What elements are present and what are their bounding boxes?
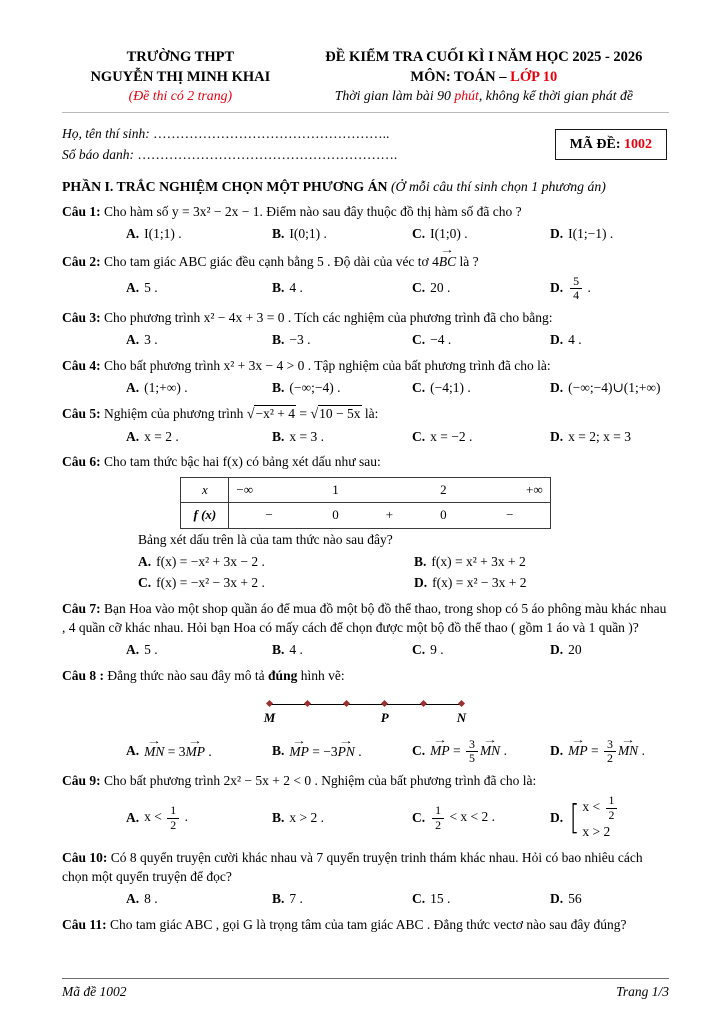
footer-page-number: Trang 1/3 (616, 984, 669, 1000)
question-3-options (62, 331, 669, 350)
option-d: D. f(x) = x² − 3x + 2 (414, 575, 527, 591)
option-a: A. MN → = 3MP → . (126, 741, 272, 762)
question-10-line (62, 849, 669, 887)
school-name-line2: NGUYỄN THỊ MINH KHAI (90, 68, 271, 85)
student-id-label: Số báo danh: (62, 146, 138, 162)
question-6-line (62, 453, 669, 472)
question-text-pre: Đẳng thức nào sau đây mô tả (107, 668, 269, 683)
question-text: Cho bất phương trình x² + 3x − 4 > 0 . Tập nghiệm của bất phương trình đã cho là: (104, 357, 551, 373)
student-info-row (62, 123, 669, 167)
segment-line (270, 704, 462, 705)
question-1-line (62, 203, 669, 222)
question-9 (62, 772, 669, 841)
question-5 (62, 405, 669, 447)
question-label: Câu 11: (62, 916, 107, 932)
question-label: Câu 1: (62, 203, 101, 219)
question-2-options (62, 275, 669, 303)
option-b: B. (−∞;−4) . (272, 379, 341, 395)
segment-dot (458, 700, 465, 707)
question-text: Có 8 quyển truyện cười khác nhau và 7 quyển truyện trinh thám khác nhau. Hỏi có bao nhiêu cách chọn một quyển truyện để đọc? (62, 849, 643, 884)
option-c: C. 15 . (412, 890, 451, 906)
question-text: Cho tam giác ABC giác đều cạnh bằng 5 . Độ dài của véc tơ 4BC → là ? (104, 254, 479, 269)
option-a: A. 8 . (126, 890, 158, 906)
question-7 (62, 600, 669, 660)
point-label-n: N (456, 709, 467, 725)
option-d: D. 20 (550, 642, 582, 658)
option-b: B. 4 . (272, 279, 303, 295)
q8-segment-figure (263, 694, 467, 730)
question-2 (62, 251, 669, 302)
time-red: phút (454, 88, 479, 104)
segment-dot (304, 700, 311, 707)
option-a: A. 3 . (126, 332, 158, 347)
footer-exam-code: Mã đề 1002 (62, 984, 127, 1000)
question-text: Cho tam giác ABC , gọi G là trọng tâm của tam giác ABC . Đẳng thức vectơ nào sau đây đúng? (110, 916, 627, 932)
question-text-bold: đúng (268, 668, 298, 683)
option-b: B. MP → = −3PN → . (272, 741, 412, 762)
question-1 (62, 203, 669, 244)
question-label: Câu 5: (62, 405, 101, 421)
question-3 (62, 309, 669, 350)
header-school-block (62, 48, 299, 106)
time-pre: Thời gian làm bài 90 (334, 88, 455, 104)
question-label: Câu 7: (62, 601, 101, 617)
question-label: Câu 8 : (62, 668, 105, 683)
segment-dot (420, 700, 427, 707)
student-name-dots: …………………………………………….. (153, 125, 390, 141)
sign-table: x −∞ 1 2 +∞ f (x) − 0 + 0 − (180, 477, 550, 528)
option-d: D. 4 . (550, 332, 582, 347)
option-c: C. −4 . (412, 332, 452, 347)
question-8-line (62, 667, 669, 686)
subject-line (299, 68, 669, 88)
option-c: C. I(1;0) . (412, 225, 468, 241)
question-3-line (62, 309, 669, 328)
sign-table-x-label: x (181, 478, 229, 503)
option-a: A. 5 . (126, 642, 158, 658)
question-9-options (62, 794, 669, 841)
sign-table-fx-label: f (x) (181, 503, 229, 528)
option-b: B. x = 3 . (272, 428, 325, 444)
question-1-options (62, 225, 669, 244)
question-6-options (62, 553, 669, 594)
option-d: D. I(1;−1) . (550, 225, 614, 241)
exam-title: ĐỀ KIỂM TRA CUỐI KÌ I NĂM HỌC 2025 - 2026 (325, 49, 643, 65)
option-b: B. x > 2 . (272, 809, 325, 825)
part1-heading-bold: PHẦN I. TRẮC NGHIỆM CHỌN MỘT PHƯƠNG ÁN (62, 178, 388, 194)
header-title-block (299, 48, 669, 106)
question-10 (62, 849, 669, 909)
point-label-p: P (380, 709, 389, 725)
question-4-options (62, 379, 669, 398)
page-footer (62, 978, 669, 1002)
question-label: Câu 4: (62, 357, 101, 373)
question-4 (62, 357, 669, 398)
part1-heading (62, 177, 669, 196)
option-d: D. 56 (550, 890, 582, 906)
option-b: B. 4 . (272, 642, 303, 658)
option-b: B. 7 . (272, 890, 303, 906)
option-a: A. 5 . (126, 279, 158, 295)
question-text: Cho tam thức bậc hai f(x) có bảng xét dấu như sau: (104, 454, 381, 470)
exam-header (62, 48, 669, 113)
student-id-line (62, 146, 397, 165)
option-a: A. x < $\frac{1}{2}$ . (126, 803, 188, 832)
time-post: , không kể thời gian phát đề (478, 88, 634, 104)
option-c: C. 9 . (412, 642, 444, 658)
question-7-options (62, 641, 669, 660)
question-label: Câu 9: (62, 773, 101, 789)
question-10-options (62, 890, 669, 909)
option-c: C. f(x) = −x² − 3x + 2 . (138, 575, 265, 591)
question-6-subtext: Bảng xét dấu trên là của tam thức nào sau đây? (138, 531, 393, 547)
option-c: C. (−4;1) . (412, 379, 471, 395)
question-6 (62, 453, 669, 593)
point-label-m: M (263, 709, 276, 725)
question-11-line (62, 916, 669, 935)
exam-code-label: MÃ ĐỀ: (569, 136, 624, 152)
option-a: A. (1;+∞) . (126, 379, 188, 395)
question-text: Nghiệm của phương trình √−x² + 4 = √10 − 5x là: (104, 405, 379, 422)
student-name-line (62, 125, 397, 144)
question-text: Cho hàm số y = 3x² − 2x − 1. Điểm nào sau đây thuộc đồ thị hàm số đã cho ? (104, 203, 522, 219)
segment-dot (381, 700, 388, 707)
exam-pages-note: (Đề thi có 2 trang) (128, 88, 233, 104)
option-d: D. [ x < $\frac{1}{2}$ x > 2 (550, 794, 669, 841)
question-4-line (62, 357, 669, 376)
segment-dot (343, 700, 350, 707)
question-5-options (62, 428, 669, 447)
question-label: Câu 3: (62, 310, 101, 326)
option-c: C. MP → = $\frac{3}{5}$ MN → . (412, 738, 550, 766)
question-11 (62, 916, 669, 935)
option-a: A. I(1;1) . (126, 225, 182, 241)
question-text: Bạn Hoa vào một shop quần áo để mua đồ một bộ đồ thể thao, trong shop có 5 áo phông màu khác nhau , 4 quần cỡ khác nhau. Hỏi bạn Hoa có mấy cách để chọn được một bộ đồ thể thao ( gồm 1 áo và 1 quần )? (62, 601, 667, 636)
question-label: Câu 10: (62, 849, 108, 865)
student-info-block (62, 123, 397, 167)
question-label: Câu 6: (62, 454, 101, 470)
question-text: Cho phương trình x² − 4x + 3 = 0 . Tích các nghiệm của phương trình đã cho bằng: (104, 310, 553, 326)
student-name-label: Họ, tên thí sinh: (62, 125, 154, 141)
question-2-line (62, 251, 669, 272)
question-5-line (62, 405, 669, 425)
option-b: B. −3 . (272, 332, 311, 347)
question-8 (62, 667, 669, 765)
option-b: B. f(x) = x² + 3x + 2 (414, 553, 526, 569)
option-d: D. $\frac{5}{4}$ . (550, 273, 591, 302)
option-b: B. I(0;1) . (272, 225, 327, 241)
option-d: D. (−∞;−4)∪(1;+∞) (550, 379, 661, 395)
option-a: A. x = 2 . (126, 428, 179, 444)
option-c: C. x = −2 . (412, 428, 473, 444)
subject-prefix: MÔN: TOÁN – (410, 68, 511, 85)
option-c: C. $\frac{1}{2}$ < x < 2 . (412, 803, 496, 832)
segment-dot (266, 700, 273, 707)
exam-code-value: 1002 (624, 136, 652, 152)
part1-heading-italic: (Ở mỗi câu thí sinh chọn 1 phương án) (387, 178, 606, 194)
question-text-post: hình vẽ: (297, 668, 345, 683)
exam-code-box (555, 129, 667, 161)
question-label: Câu 2: (62, 253, 101, 269)
question-8-options (62, 738, 669, 766)
option-a: A. f(x) = −x² + 3x − 2 . (138, 553, 265, 569)
option-d: D. MP → = $\frac{3}{2}$ MN → . (550, 738, 669, 766)
option-c: C. 20 . (412, 279, 451, 295)
question-text: Cho bất phương trình 2x² − 5x + 2 < 0 . Nghiệm của bất phương trình đã cho là: (104, 773, 537, 789)
time-line (299, 87, 669, 106)
option-d: D. x = 2; x = 3 (550, 428, 631, 444)
school-name-line1: TRƯỜNG THPT (126, 49, 235, 65)
student-id-dots: …………………………………………………. (137, 146, 398, 162)
subject-class: LỚP 10 (510, 68, 558, 85)
question-7-line (62, 600, 669, 638)
question-9-line (62, 772, 669, 791)
